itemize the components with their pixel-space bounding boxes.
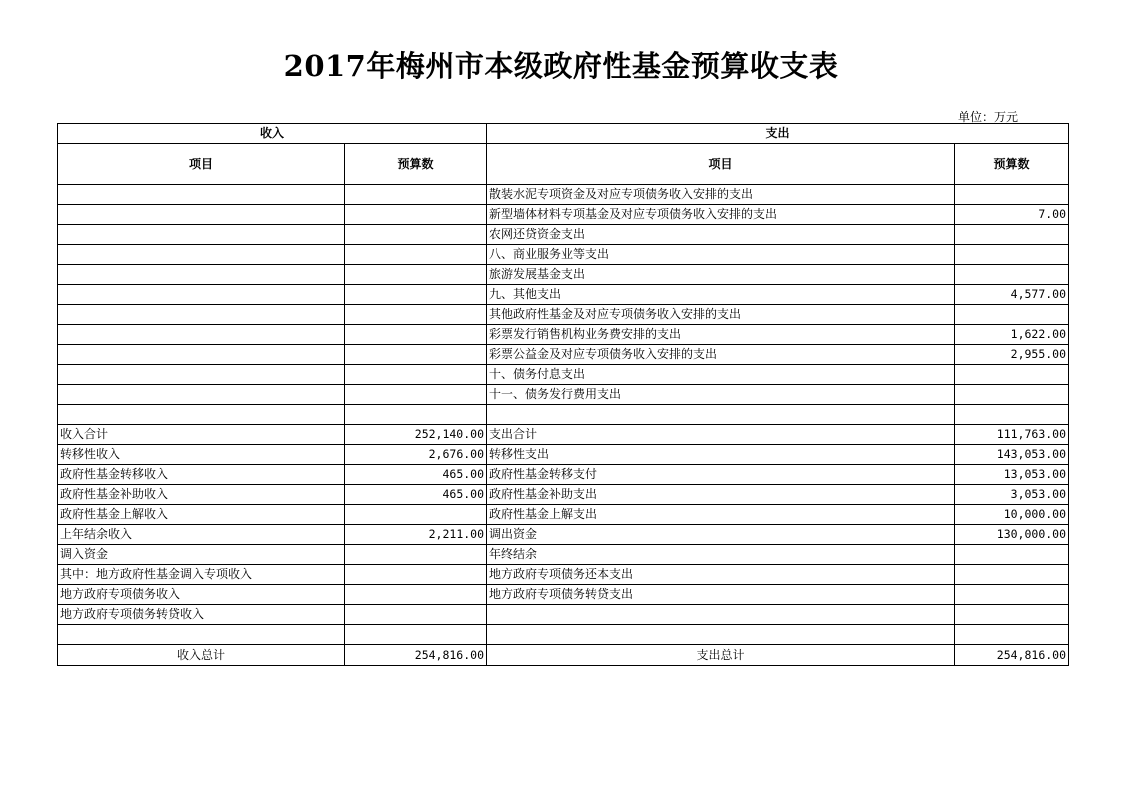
table-row [58,285,1069,305]
income-total-value: 254,816.00 [345,645,487,666]
expense-value-cell [955,625,1069,645]
expense-value-cell: 143,053.00 [955,445,1069,465]
income-value-cell: 2,676.00 [345,445,487,465]
income-value-cell [345,285,487,305]
column-header-row [58,144,1069,185]
income-value-cell [345,185,487,205]
income-item-cell [58,285,345,305]
income-value-cell [345,405,487,425]
table-row [58,445,1069,465]
income-item-cell [58,245,345,265]
income-value-cell: 465.00 [345,465,487,485]
expense-value-cell [955,605,1069,625]
table-row [58,525,1069,545]
expense-item-cell: 年终结余 [487,545,955,565]
page-title: 2017年梅州市本级政府性基金预算收支表 [283,49,839,83]
expense-item-cell: 散装水泥专项资金及对应专项债务收入安排的支出 [487,185,955,205]
income-item-cell: 政府性基金上解收入 [58,505,345,525]
income-item-cell [58,225,345,245]
income-value-cell [345,225,487,245]
income-value-cell [345,565,487,585]
income-value-cell [345,305,487,325]
table-row [58,325,1069,345]
expense-item-cell: 新型墙体材料专项基金及对应专项债务收入安排的支出 [487,205,955,225]
income-item-cell [58,325,345,345]
income-value-cell: 252,140.00 [345,425,487,445]
expense-value-cell [955,405,1069,425]
expense-value-cell [955,245,1069,265]
grand-total-row [58,645,1069,666]
expense-total-label: 支出总计 [487,645,955,666]
expense-value-cell [955,585,1069,605]
table-row [58,505,1069,525]
expense-item-cell: 彩票公益金及对应专项债务收入安排的支出 [487,345,955,365]
income-value-cell: 465.00 [345,485,487,505]
expense-value-cell: 130,000.00 [955,525,1069,545]
table-row [58,485,1069,505]
income-value-cell [345,545,487,565]
table-row [58,185,1069,205]
table-row [58,405,1069,425]
expense-value-cell: 4,577.00 [955,285,1069,305]
income-item-cell [58,345,345,365]
expense-item-cell: 转移性支出 [487,445,955,465]
expense-section-header: 支出 [487,124,1069,144]
income-item-cell [58,265,345,285]
income-item-cell: 其中：地方政府性基金调入专项收入 [58,565,345,585]
income-item-cell [58,185,345,205]
income-value-cell [345,345,487,365]
expense-value-cell: 2,955.00 [955,345,1069,365]
income-value-cell [345,265,487,285]
section-header-row [58,124,1069,144]
income-item-cell: 收入合计 [58,425,345,445]
income-item-cell: 地方政府专项债务收入 [58,585,345,605]
table-row [58,225,1069,245]
income-item-cell [58,365,345,385]
income-value-cell [345,385,487,405]
table-row [58,385,1069,405]
income-item-cell [58,625,345,645]
expense-budget-header: 预算数 [955,144,1069,185]
income-item-cell [58,205,345,225]
income-total-label: 收入总计 [58,645,345,666]
table-row [58,565,1069,585]
table-row [58,585,1069,605]
expense-item-cell: 十一、债务发行费用支出 [487,385,955,405]
income-value-cell [345,365,487,385]
income-value-cell: 2,211.00 [345,525,487,545]
income-item-cell [58,405,345,425]
income-item-cell: 上年结余收入 [58,525,345,545]
subtotal-row [58,425,1069,445]
expense-total-value: 254,816.00 [955,645,1069,666]
expense-item-header: 项目 [487,144,955,185]
table-row [58,365,1069,385]
expense-value-cell: 1,622.00 [955,325,1069,345]
income-value-cell [345,625,487,645]
income-item-cell [58,385,345,405]
expense-item-cell [487,625,955,645]
expense-item-cell: 其他政府性基金及对应专项债务收入安排的支出 [487,305,955,325]
income-value-cell [345,245,487,265]
expense-value-cell [955,225,1069,245]
expense-item-cell: 支出合计 [487,425,955,445]
income-value-cell [345,325,487,345]
table-row [58,465,1069,485]
income-value-cell [345,605,487,625]
expense-value-cell: 7.00 [955,205,1069,225]
income-budget-header: 预算数 [345,144,487,185]
expense-value-cell: 3,053.00 [955,485,1069,505]
expense-value-cell [955,565,1069,585]
expense-value-cell [955,385,1069,405]
budget-table [57,123,1069,666]
income-value-cell [345,585,487,605]
expense-item-cell: 彩票发行销售机构业务费安排的支出 [487,325,955,345]
table-row [58,545,1069,565]
table-row [58,625,1069,645]
income-item-cell: 政府性基金转移收入 [58,465,345,485]
expense-item-cell: 调出资金 [487,525,955,545]
income-section-header: 收入 [58,124,487,144]
expense-value-cell [955,305,1069,325]
income-item-cell: 地方政府专项债务转贷收入 [58,605,345,625]
expense-value-cell [955,545,1069,565]
income-value-cell [345,505,487,525]
income-item-cell [58,305,345,325]
expense-value-cell [955,365,1069,385]
expense-item-cell: 地方政府专项债务转贷支出 [487,585,955,605]
table-row [58,245,1069,265]
table-row [58,205,1069,225]
expense-item-cell: 农网还贷资金支出 [487,225,955,245]
expense-item-cell: 十、债务付息支出 [487,365,955,385]
expense-item-cell: 八、商业服务业等支出 [487,245,955,265]
income-item-cell: 转移性收入 [58,445,345,465]
expense-item-cell: 地方政府专项债务还本支出 [487,565,955,585]
expense-item-cell: 旅游发展基金支出 [487,265,955,285]
expense-item-cell [487,605,955,625]
expense-value-cell: 111,763.00 [955,425,1069,445]
table-row [58,605,1069,625]
income-value-cell [345,205,487,225]
expense-value-cell: 10,000.00 [955,505,1069,525]
table-row [58,265,1069,285]
expense-value-cell [955,185,1069,205]
unit-label: 单位：万元 [957,110,1018,124]
income-item-header: 项目 [58,144,345,185]
expense-item-cell: 政府性基金补助支出 [487,485,955,505]
expense-item-cell [487,405,955,425]
income-item-cell: 政府性基金补助收入 [58,485,345,505]
expense-item-cell: 政府性基金上解支出 [487,505,955,525]
table-row [58,305,1069,325]
table-row [58,345,1069,365]
expense-item-cell: 政府性基金转移支付 [487,465,955,485]
expense-value-cell [955,265,1069,285]
expense-value-cell: 13,053.00 [955,465,1069,485]
income-item-cell: 调入资金 [58,545,345,565]
expense-item-cell: 九、其他支出 [487,285,955,305]
